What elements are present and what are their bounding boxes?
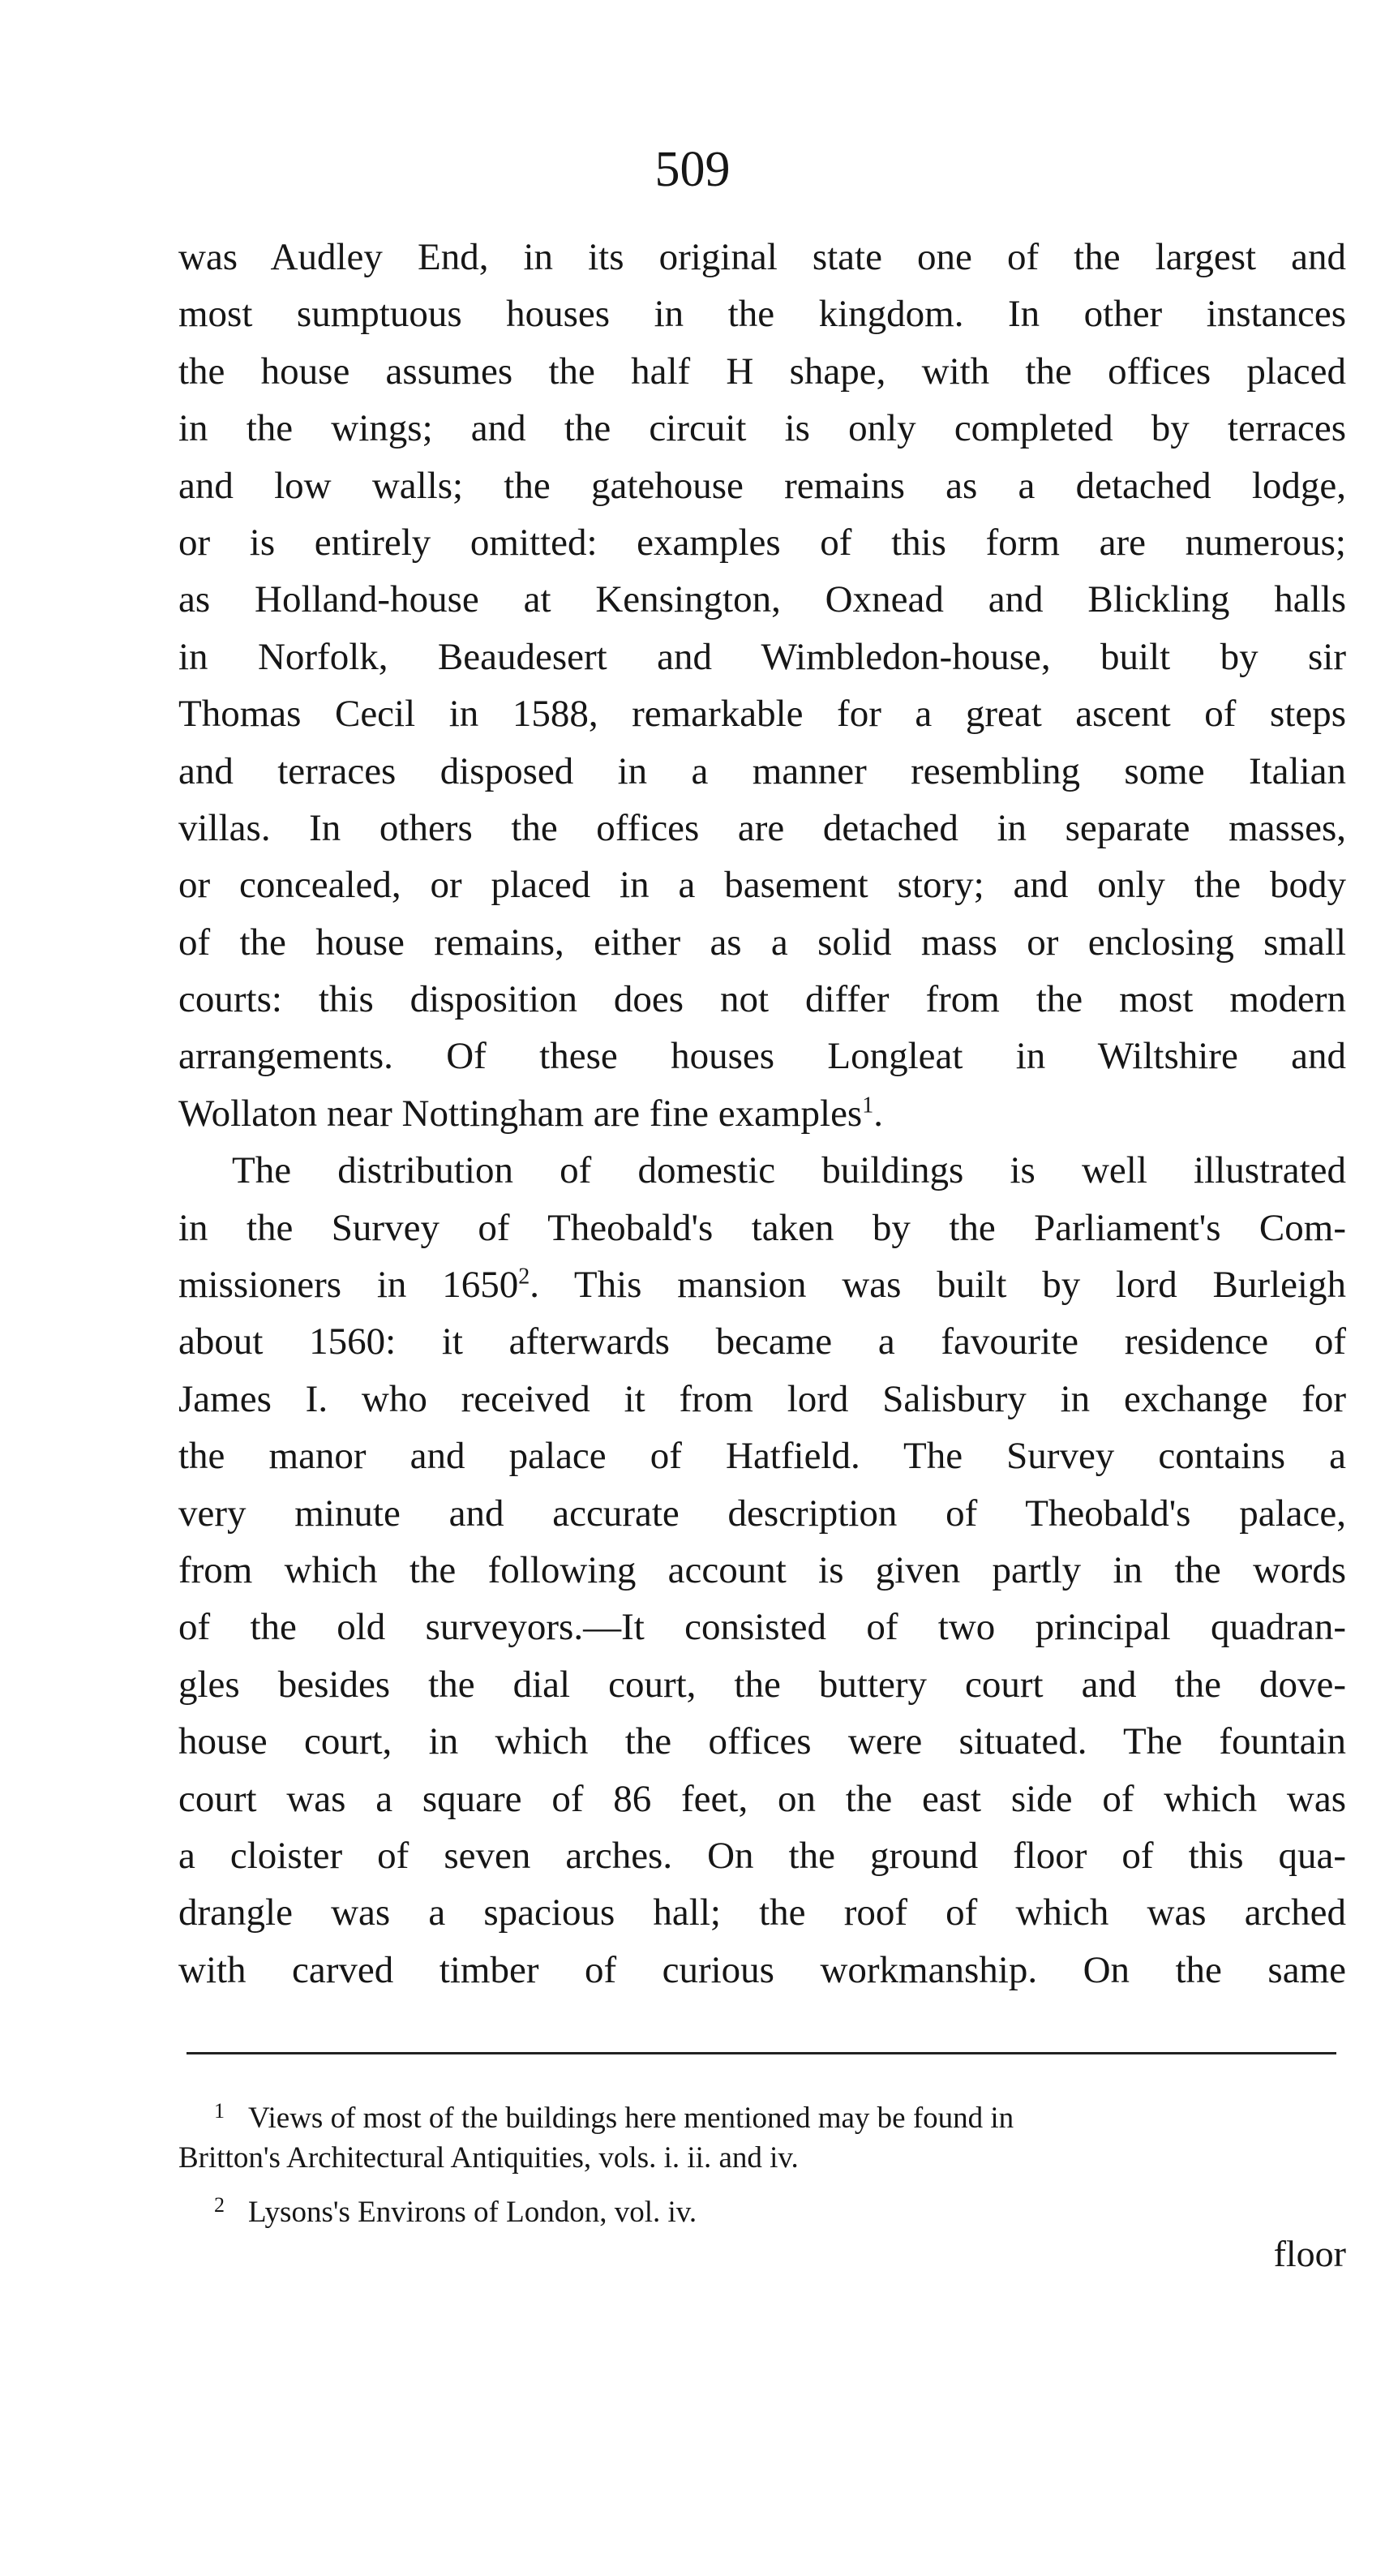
text-line: house court, in which the offices were situated. The fountain [178,1720,1346,1763]
text-line: of the old surveyors.—It consisted of two principal quadran- [178,1606,1346,1649]
text-line: the manor and palace of Hatfield. The Survey contains a [178,1435,1346,1478]
footnote-divider [187,2052,1336,2054]
text-line: in Norfolk, Beaudesert and Wimbledon-house, built by sir [178,635,1346,678]
text-line: gles besides the dial court, the buttery court and the dove- [178,1663,1346,1706]
text-line: from which the following account is given partly in the words [178,1548,1346,1591]
footnote-mark: 1 [214,2099,225,2123]
footnote-reference: 1 [862,1093,874,1118]
text-line: in the Survey of Theobald's taken by the Parliament's Com- [178,1206,1346,1249]
footnote-text: Views of most of the buildings here mentioned may be found in [248,2102,1014,2135]
footnotes [178,2088,1346,2229]
page-number: 509 [654,142,731,197]
text-line: drangle was a spacious hall; the roof of which was arched [178,1891,1346,1934]
text-line: with carved timber of curious workmanship. On the same [178,1948,1346,1991]
text-line: in the wings; and the circuit is only completed by terraces [178,407,1346,450]
footnote-text: Lysons's Environs of London, vol. iv. [248,2196,697,2229]
text-line: or is entirely omitted: examples of this form are numerous; [178,521,1346,564]
text-line: James I. who received it from lord Salisbury in exchange for [178,1377,1346,1420]
text-line: a cloister of seven arches. On the ground floor of this qua- [178,1834,1346,1877]
footnote-reference: 2 [518,1264,530,1290]
text-line: Wollaton near Nottingham are fine examples$^1$. [178,1092,883,1135]
text-line: Thomas Cecil in 1588, remarkable for a great ascent of steps [178,693,1346,736]
text-line: of the house remains, either as a solid mass or enclosing small [178,921,1346,964]
text-line: arrangements. Of these houses Longleat in Wiltshire and [178,1035,1346,1078]
body-text [178,229,1346,1999]
text-line: missioners in 1650$^2$. This mansion was built by lord Burleigh [178,1264,1346,1307]
text-line: court was a square of 86 feet, on the east side of which was [178,1777,1346,1820]
footnote-mark: 2 [214,2193,225,2217]
text-line: The distribution of domestic buildings is well illustrated [232,1149,1346,1192]
text-line: or concealed, or placed in a basement story; and only the body [178,864,1346,907]
text-line: about 1560: it afterwards became a favourite residence of [178,1320,1346,1363]
text-line: as Holland-house at Kensington, Oxnead and Blickling halls [178,578,1346,621]
text-line: courts: this disposition does not differ from the most modern [178,978,1346,1021]
text-line: the house assumes the half H shape, with the offices placed [178,350,1346,393]
text-line: was Audley End, in its original state one of the largest and [178,236,1346,278]
footnote [178,2135,1346,2182]
catchword: floor [1273,2233,1346,2274]
footnote [178,2182,1346,2229]
text-line: and terraces disposed in a manner resembling some Italian [178,749,1346,792]
text-line: very minute and accurate description of Theobald's palace, [178,1492,1346,1535]
footnote-text: Britton's Architectural Antiquities, vols. i. ii. and iv. [178,2141,799,2175]
text-line: and low walls; the gatehouse remains as a detached lodge, [178,464,1346,507]
footnote [178,2088,1346,2135]
text-line: most sumptuous houses in the kingdom. In other instances [178,293,1346,336]
text-line: villas. In others the offices are detached in separate masses, [178,806,1346,849]
